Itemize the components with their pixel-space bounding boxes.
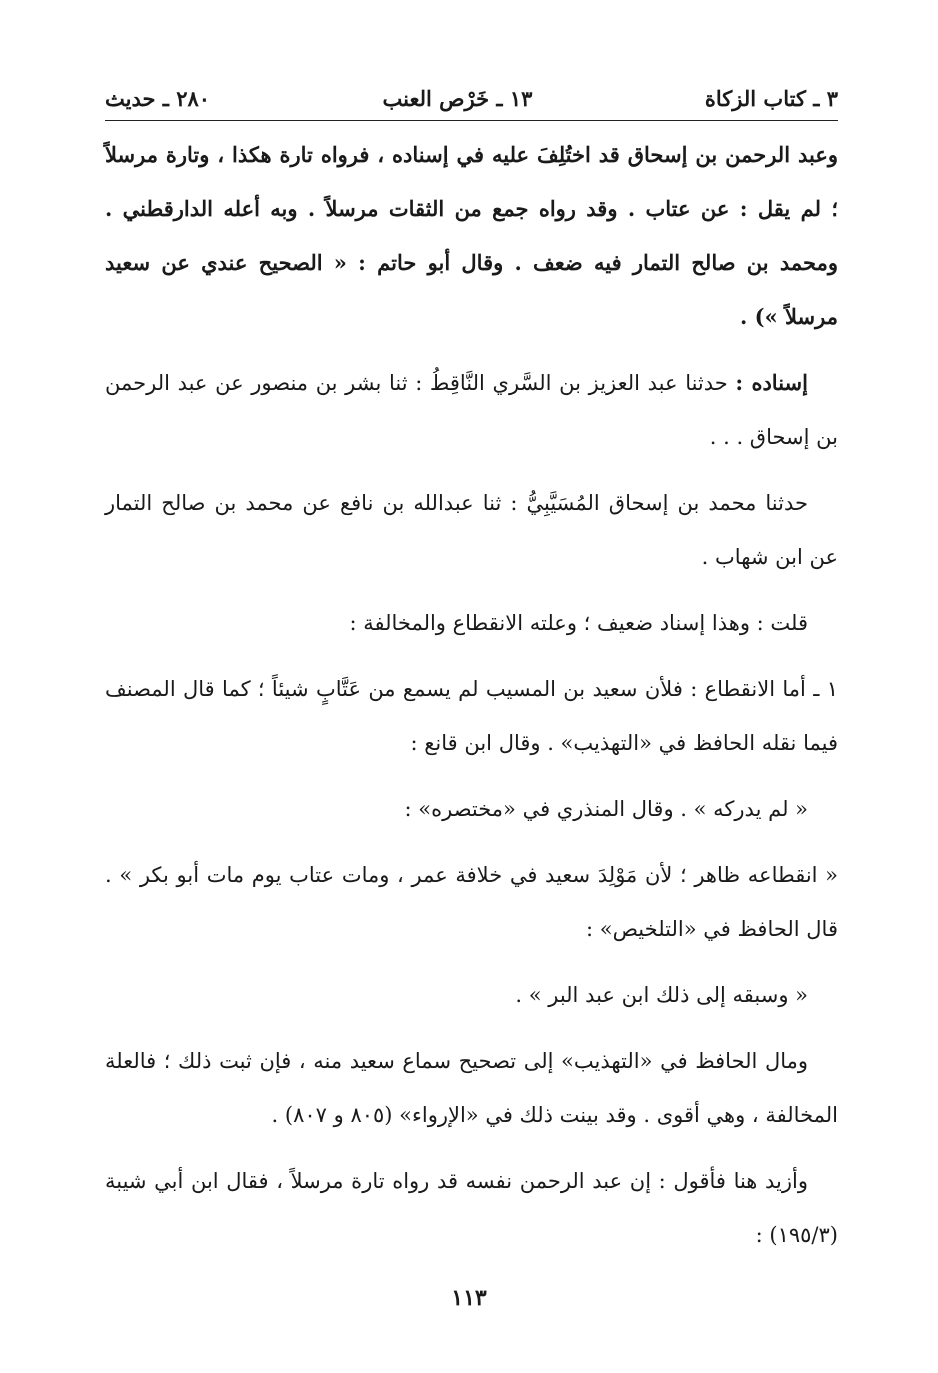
paragraph-8 [105, 968, 838, 1022]
paragraph-10 [105, 1154, 838, 1262]
paragraph-5 [105, 662, 838, 770]
paragraph-4 [105, 596, 838, 650]
paragraph-text: وعبد الرحمن بن إسحاق قد اختُلِفَ عليه في إسناده ، فرواه تارة هكذا ، وتارة مرسلاً ؛ لم يقل : عن عتاب . وقد رواه جمع من الثقات مرسلاً . وبه أعله الدارقطني . ومحمد بن صالح التمار فيه ضعف . وقال أبو حاتم : « الصحيح عندي عن سعيد مرسلاً ») . [105, 142, 838, 329]
paragraph-text: حدثنا محمد بن إسحاق المُسَيَّبِيُّ : ثنا عبدالله بن نافع عن محمد بن صالح التمار عن ابن شهاب . [105, 491, 838, 569]
body-text [105, 128, 838, 1274]
paragraph-text: « لم يدركه » . وقال المنذري في «مختصره» : [404, 797, 808, 821]
paragraph-text: « انقطاعه ظاهر ؛ لأن مَوْلِدَ سعيد في خلافة عمر ، ومات عتاب يوم مات أبو بكر » . قال الحافظ في «التلخيص» : [105, 863, 838, 941]
paragraph-7 [105, 848, 838, 956]
paragraph-9 [105, 1034, 838, 1142]
paragraph-text: قلت : وهذا إسناد ضعيف ؛ وعلته الانقطاع والمخالفة : [349, 611, 808, 635]
page-number: ١١٣ [451, 1285, 487, 1311]
paragraph-1 [105, 128, 838, 344]
paragraph-text: ١ ـ أما الانقطاع : فلأن سعيد بن المسيب لم يسمع من عَتَّابٍ شيئاً ؛ كما قال المصنف فيما نقله الحافظ في «التهذيب» . وقال ابن قانع : [105, 677, 838, 755]
paragraph-3 [105, 476, 838, 584]
header-section: ١٣ ـ خَرْص العنب [382, 85, 533, 111]
paragraph-lead: إسناده : [735, 370, 808, 395]
paragraph-text: حدثنا عبد العزيز بن السَّري النَّاقِطُ : ثنا بشر بن منصور عن عبد الرحمن بن إسحاق . . . [105, 371, 838, 449]
header-hadith-number: ٢٨٠ ـ حديث [105, 85, 211, 111]
paragraph-6 [105, 782, 838, 836]
paragraph-text: « وسبقه إلى ذلك ابن عبد البر » . [515, 983, 808, 1007]
running-header [105, 78, 838, 118]
paragraph-2 [105, 356, 838, 464]
header-chapter: ٣ ـ كتاب الزكاة [704, 85, 838, 111]
paragraph-text: وأزيد هنا فأقول : إن عبد الرحمن نفسه قد رواه تارة مرسلاً ، فقال ابن أبي شيبة (١٩٥/٣) : [105, 1169, 838, 1247]
header-divider [105, 120, 838, 121]
paragraph-text: ومال الحافظ في «التهذيب» إلى تصحيح سماع سعيد منه ، فإن ثبت ذلك ؛ فالعلة المخالفة ، وهي أقوى . وقد بينت ذلك في «الإرواء» (٨٠٥ و ٨٠٧) . [105, 1049, 838, 1127]
